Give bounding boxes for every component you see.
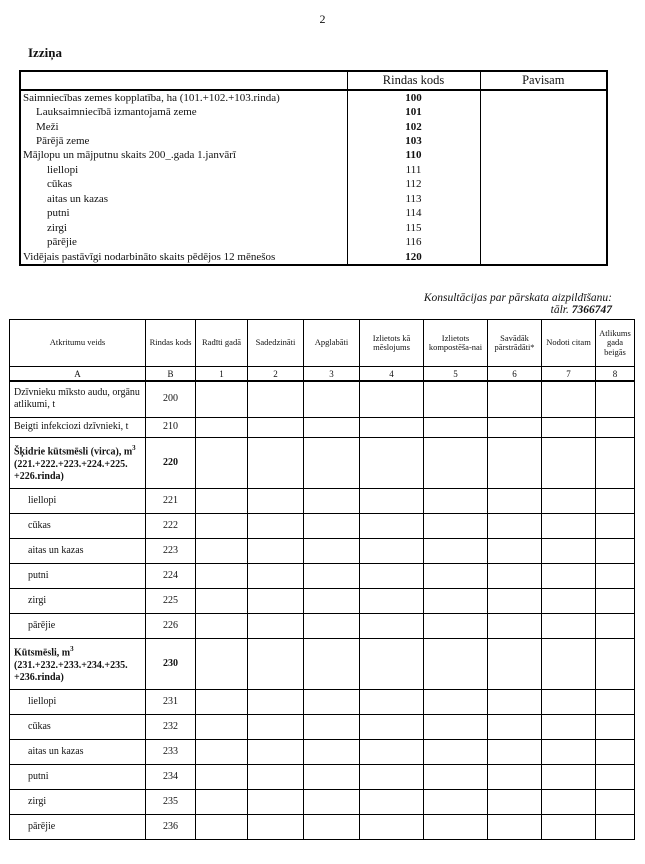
waste-row xyxy=(10,437,635,488)
waste-row-code: 235 xyxy=(146,789,196,814)
waste-value-cell[interactable] xyxy=(596,764,635,789)
waste-row-label: putni xyxy=(10,563,146,588)
summary-header-code: Rindas kods xyxy=(347,71,480,90)
waste-value-cell[interactable] xyxy=(248,513,304,538)
summary-row-label: Lauksaimniecībā izmantojamā zeme xyxy=(20,105,347,119)
waste-column-letter: A xyxy=(10,367,146,382)
waste-value-cell[interactable] xyxy=(360,417,424,437)
waste-value-cell[interactable] xyxy=(596,638,635,689)
waste-value-cell[interactable] xyxy=(424,381,488,417)
waste-value-cell[interactable] xyxy=(360,789,424,814)
summary-row-total-cell[interactable] xyxy=(480,90,607,105)
waste-value-cell[interactable] xyxy=(596,488,635,513)
waste-value-cell[interactable] xyxy=(196,638,248,689)
waste-value-cell[interactable] xyxy=(248,764,304,789)
waste-value-cell[interactable] xyxy=(542,739,596,764)
waste-value-cell[interactable] xyxy=(424,588,488,613)
summary-row xyxy=(20,90,607,105)
waste-row-label: cūkas xyxy=(10,513,146,538)
waste-value-cell[interactable] xyxy=(596,563,635,588)
waste-header-col-6: Izlietots kompostēša-nai xyxy=(424,320,488,367)
waste-value-cell[interactable] xyxy=(196,789,248,814)
summary-row-code: 102 xyxy=(347,120,480,134)
waste-value-cell[interactable] xyxy=(360,563,424,588)
waste-value-cell[interactable] xyxy=(248,613,304,638)
waste-value-cell[interactable] xyxy=(542,789,596,814)
waste-column-letter: 3 xyxy=(304,367,360,382)
waste-value-cell[interactable] xyxy=(304,739,360,764)
summary-row-code: 110 xyxy=(347,149,480,163)
waste-row xyxy=(10,588,635,613)
waste-value-cell[interactable] xyxy=(542,513,596,538)
waste-header-col-0: Atkritumu veids xyxy=(10,320,146,367)
waste-value-cell[interactable] xyxy=(304,638,360,689)
waste-value-cell[interactable] xyxy=(488,381,542,417)
waste-value-cell[interactable] xyxy=(596,538,635,563)
waste-value-cell[interactable] xyxy=(304,381,360,417)
consultation-note xyxy=(424,292,612,316)
waste-value-cell[interactable] xyxy=(542,638,596,689)
summary-row xyxy=(20,120,607,134)
waste-value-cell[interactable] xyxy=(304,437,360,488)
waste-value-cell[interactable] xyxy=(596,437,635,488)
summary-row-total-cell[interactable] xyxy=(480,235,607,249)
waste-row-label: liellopi xyxy=(10,488,146,513)
waste-value-cell[interactable] xyxy=(542,538,596,563)
waste-row xyxy=(10,764,635,789)
summary-row-code: 120 xyxy=(347,250,480,265)
summary-row xyxy=(20,207,607,221)
summary-row-label: Meži xyxy=(20,120,347,134)
consultation-phone-line xyxy=(424,304,612,316)
waste-header-col-3: Sadedzināti xyxy=(248,320,304,367)
waste-value-cell[interactable] xyxy=(542,814,596,839)
waste-value-cell[interactable] xyxy=(596,381,635,417)
waste-value-cell[interactable] xyxy=(488,638,542,689)
waste-value-cell[interactable] xyxy=(304,689,360,714)
waste-value-cell[interactable] xyxy=(196,613,248,638)
summary-row-total-cell[interactable] xyxy=(480,250,607,265)
waste-header-col-9: Atlikums gada beigās xyxy=(596,320,635,367)
waste-header-col-7: Savādāk pārstrādāti* xyxy=(488,320,542,367)
waste-value-cell[interactable] xyxy=(360,814,424,839)
waste-value-cell[interactable] xyxy=(360,764,424,789)
waste-column-letter: 6 xyxy=(488,367,542,382)
waste-header-col-5: Izlietots kā mēslojums xyxy=(360,320,424,367)
summary-header-row xyxy=(20,71,607,90)
summary-row-label: Pārējā zeme xyxy=(20,134,347,148)
summary-row xyxy=(20,235,607,249)
summary-row-code: 101 xyxy=(347,105,480,119)
summary-row-code: 112 xyxy=(347,178,480,192)
summary-row-label: zirgi xyxy=(20,221,347,235)
waste-value-cell[interactable] xyxy=(596,513,635,538)
waste-value-cell[interactable] xyxy=(488,563,542,588)
waste-row xyxy=(10,613,635,638)
summary-row xyxy=(20,192,607,206)
waste-row-label: zirgi xyxy=(10,789,146,814)
waste-row xyxy=(10,789,635,814)
waste-value-cell[interactable] xyxy=(542,714,596,739)
waste-value-cell[interactable] xyxy=(542,417,596,437)
waste-value-cell[interactable] xyxy=(196,437,248,488)
waste-column-letter: 4 xyxy=(360,367,424,382)
waste-value-cell[interactable] xyxy=(596,588,635,613)
waste-value-cell[interactable] xyxy=(424,538,488,563)
waste-value-cell[interactable] xyxy=(488,789,542,814)
waste-value-cell[interactable] xyxy=(424,789,488,814)
waste-row xyxy=(10,814,635,839)
waste-value-cell[interactable] xyxy=(304,714,360,739)
waste-column-letters-row xyxy=(10,367,635,382)
waste-column-letter: 2 xyxy=(248,367,304,382)
waste-row-label: putni xyxy=(10,764,146,789)
waste-row xyxy=(10,488,635,513)
summary-row xyxy=(20,221,607,235)
waste-header-col-4: Apglabāti xyxy=(304,320,360,367)
waste-value-cell[interactable] xyxy=(542,381,596,417)
waste-value-cell[interactable] xyxy=(596,714,635,739)
waste-value-cell[interactable] xyxy=(596,789,635,814)
waste-row-code: 231 xyxy=(146,689,196,714)
waste-row-code: 236 xyxy=(146,814,196,839)
waste-value-cell[interactable] xyxy=(488,814,542,839)
waste-value-cell[interactable] xyxy=(488,437,542,488)
waste-value-cell[interactable] xyxy=(360,488,424,513)
summary-row xyxy=(20,149,607,163)
consultation-text: Konsultācijas par pārskata aizpildīšanu: xyxy=(423,292,612,304)
summary-row-code: 100 xyxy=(347,90,480,105)
waste-row xyxy=(10,714,635,739)
waste-row-label: Beigti infekciozi dzīvnieki, t xyxy=(10,417,146,437)
waste-row-code: 230 xyxy=(146,638,196,689)
waste-value-cell[interactable] xyxy=(196,513,248,538)
waste-value-cell[interactable] xyxy=(304,417,360,437)
waste-value-cell[interactable] xyxy=(248,689,304,714)
waste-value-cell[interactable] xyxy=(488,588,542,613)
phone-number: 7366747 xyxy=(571,304,612,316)
waste-row-label-unit-sup: 3 xyxy=(132,444,136,453)
waste-value-cell[interactable] xyxy=(360,538,424,563)
waste-value-cell[interactable] xyxy=(424,563,488,588)
waste-value-cell[interactable] xyxy=(424,638,488,689)
summary-row-code: 103 xyxy=(347,134,480,148)
waste-value-cell[interactable] xyxy=(424,714,488,739)
waste-value-cell[interactable] xyxy=(196,488,248,513)
waste-row-code: 234 xyxy=(146,764,196,789)
waste-row-code: 222 xyxy=(146,513,196,538)
summary-row-label: Saimniecības zemes kopplatība, ha (101.+102.+103.rinda) xyxy=(20,90,347,105)
waste-value-cell[interactable] xyxy=(304,488,360,513)
waste-row-label xyxy=(10,437,146,488)
waste-row xyxy=(10,563,635,588)
waste-value-cell[interactable] xyxy=(596,739,635,764)
waste-value-cell[interactable] xyxy=(196,764,248,789)
waste-row-code: 226 xyxy=(146,613,196,638)
waste-value-cell[interactable] xyxy=(196,588,248,613)
summary-row-code: 113 xyxy=(347,192,480,206)
waste-value-cell[interactable] xyxy=(542,563,596,588)
waste-row-label-unit-sup: 3 xyxy=(70,645,74,654)
waste-row-code: 233 xyxy=(146,739,196,764)
waste-value-cell[interactable] xyxy=(360,714,424,739)
waste-value-cell[interactable] xyxy=(488,689,542,714)
waste-value-cell[interactable] xyxy=(360,381,424,417)
waste-value-cell[interactable] xyxy=(424,417,488,437)
waste-table xyxy=(9,319,635,840)
waste-value-cell[interactable] xyxy=(196,563,248,588)
waste-header-col-1: Rindas kods xyxy=(146,320,196,367)
waste-value-cell[interactable] xyxy=(196,739,248,764)
waste-value-cell[interactable] xyxy=(196,538,248,563)
waste-row-label-formula: (221.+222.+223.+224.+225. +226.rinda) xyxy=(14,458,128,482)
waste-value-cell[interactable] xyxy=(360,689,424,714)
waste-value-cell[interactable] xyxy=(196,381,248,417)
summary-row-total-cell[interactable] xyxy=(480,163,607,177)
waste-value-cell[interactable] xyxy=(360,513,424,538)
waste-value-cell[interactable] xyxy=(360,739,424,764)
waste-value-cell[interactable] xyxy=(248,814,304,839)
waste-value-cell[interactable] xyxy=(196,689,248,714)
waste-value-cell[interactable] xyxy=(596,613,635,638)
summary-row-code: 114 xyxy=(347,207,480,221)
waste-value-cell[interactable] xyxy=(304,563,360,588)
waste-value-cell[interactable] xyxy=(542,437,596,488)
waste-row-code: 220 xyxy=(146,437,196,488)
waste-row-label: aitas un kazas xyxy=(10,538,146,563)
waste-value-cell[interactable] xyxy=(360,588,424,613)
waste-value-cell[interactable] xyxy=(360,613,424,638)
waste-value-cell[interactable] xyxy=(304,789,360,814)
waste-header-col-2: Radīti gadā xyxy=(196,320,248,367)
waste-column-letter: 1 xyxy=(196,367,248,382)
waste-value-cell[interactable] xyxy=(488,764,542,789)
waste-row-code: 210 xyxy=(146,417,196,437)
summary-row-label: pārējie xyxy=(20,235,347,249)
summary-row-total-cell[interactable] xyxy=(480,192,607,206)
waste-row-label: liellopi xyxy=(10,689,146,714)
waste-value-cell[interactable] xyxy=(424,689,488,714)
waste-row xyxy=(10,689,635,714)
waste-value-cell[interactable] xyxy=(248,563,304,588)
waste-value-cell[interactable] xyxy=(424,814,488,839)
waste-value-cell[interactable] xyxy=(248,588,304,613)
waste-value-cell[interactable] xyxy=(488,714,542,739)
page-title: Izziņa xyxy=(28,45,62,60)
waste-value-cell[interactable] xyxy=(488,417,542,437)
waste-value-cell[interactable] xyxy=(248,381,304,417)
waste-header-row xyxy=(10,320,635,367)
waste-value-cell[interactable] xyxy=(248,789,304,814)
waste-value-cell[interactable] xyxy=(304,613,360,638)
waste-row-label: zirgi xyxy=(10,588,146,613)
waste-value-cell[interactable] xyxy=(596,814,635,839)
waste-row-label-main: Šķidrie kūtsmēsli (virca), m xyxy=(14,446,133,458)
waste-value-cell[interactable] xyxy=(248,538,304,563)
waste-row-code: 225 xyxy=(146,588,196,613)
waste-column-letter: 5 xyxy=(424,367,488,382)
waste-row-code: 224 xyxy=(146,563,196,588)
summary-row-label: putni xyxy=(20,207,347,221)
waste-column-letter: 7 xyxy=(542,367,596,382)
waste-value-cell[interactable] xyxy=(360,638,424,689)
summary-row-label: Mājlopu un mājputnu skaits 200_.gada 1.janvārī xyxy=(20,149,347,163)
waste-value-cell[interactable] xyxy=(304,588,360,613)
waste-row-code: 223 xyxy=(146,538,196,563)
waste-value-cell[interactable] xyxy=(542,488,596,513)
summary-row xyxy=(20,250,607,265)
waste-value-cell[interactable] xyxy=(196,417,248,437)
waste-value-cell[interactable] xyxy=(488,613,542,638)
summary-row-total-cell[interactable] xyxy=(480,149,607,163)
waste-row-code: 232 xyxy=(146,714,196,739)
summary-header-label xyxy=(20,71,347,90)
waste-value-cell[interactable] xyxy=(488,513,542,538)
summary-row-label: liellopi xyxy=(20,163,347,177)
summary-row-total-cell[interactable] xyxy=(480,221,607,235)
page-number: 2 xyxy=(319,12,326,26)
waste-header-col-8: Nodoti citam xyxy=(542,320,596,367)
summary-row-label: aitas un kazas xyxy=(20,192,347,206)
waste-row xyxy=(10,381,635,417)
summary-row-code: 111 xyxy=(347,163,480,177)
summary-table xyxy=(19,70,608,266)
summary-row-code: 116 xyxy=(347,235,480,249)
waste-value-cell[interactable] xyxy=(424,764,488,789)
phone-label: tālr. xyxy=(550,304,569,316)
waste-row-label: pārējie xyxy=(10,814,146,839)
waste-row-label xyxy=(10,638,146,689)
waste-value-cell[interactable] xyxy=(488,488,542,513)
waste-value-cell[interactable] xyxy=(248,488,304,513)
summary-header-total: Pavisam xyxy=(480,71,607,90)
waste-value-cell[interactable] xyxy=(304,764,360,789)
waste-row-label: Dzīvnieku mīksto audu, orgānu atlikumi, t xyxy=(10,381,146,417)
summary-row xyxy=(20,163,607,177)
waste-value-cell[interactable] xyxy=(542,764,596,789)
summary-row xyxy=(20,134,607,148)
waste-value-cell[interactable] xyxy=(248,714,304,739)
summary-row xyxy=(20,178,607,192)
waste-value-cell[interactable] xyxy=(488,739,542,764)
waste-row-code: 200 xyxy=(146,381,196,417)
summary-row-total-cell[interactable] xyxy=(480,134,607,148)
waste-row-label: aitas un kazas xyxy=(10,739,146,764)
summary-row-total-cell[interactable] xyxy=(480,178,607,192)
waste-row-label-main: Kūtsmēsli, m xyxy=(14,647,71,659)
waste-value-cell[interactable] xyxy=(360,437,424,488)
waste-value-cell[interactable] xyxy=(248,638,304,689)
waste-value-cell[interactable] xyxy=(248,437,304,488)
waste-value-cell[interactable] xyxy=(488,538,542,563)
waste-row xyxy=(10,538,635,563)
waste-value-cell[interactable] xyxy=(596,417,635,437)
waste-value-cell[interactable] xyxy=(304,513,360,538)
waste-column-letter: B xyxy=(146,367,196,382)
waste-value-cell[interactable] xyxy=(424,513,488,538)
waste-value-cell[interactable] xyxy=(248,417,304,437)
waste-value-cell[interactable] xyxy=(424,613,488,638)
waste-value-cell[interactable] xyxy=(196,714,248,739)
waste-row-label-formula: (231.+232.+233.+234.+235. +236.rinda) xyxy=(14,659,128,683)
summary-row xyxy=(20,105,607,119)
summary-row-total-cell[interactable] xyxy=(480,120,607,134)
waste-value-cell[interactable] xyxy=(542,689,596,714)
summary-row-code: 115 xyxy=(347,221,480,235)
summary-row-label: Vidējais pastāvīgi nodarbināto skaits pēdējos 12 mēnešos xyxy=(20,250,347,265)
summary-row-total-cell[interactable] xyxy=(480,207,607,221)
waste-row-label: cūkas xyxy=(10,714,146,739)
waste-value-cell[interactable] xyxy=(596,689,635,714)
waste-value-cell[interactable] xyxy=(304,814,360,839)
waste-row xyxy=(10,638,635,689)
waste-value-cell[interactable] xyxy=(424,488,488,513)
waste-value-cell[interactable] xyxy=(248,739,304,764)
waste-column-letter: 8 xyxy=(596,367,635,382)
summary-row-label: cūkas xyxy=(20,178,347,192)
waste-value-cell[interactable] xyxy=(542,613,596,638)
summary-row-total-cell[interactable] xyxy=(480,105,607,119)
waste-value-cell[interactable] xyxy=(424,739,488,764)
waste-value-cell[interactable] xyxy=(542,588,596,613)
waste-row xyxy=(10,739,635,764)
waste-value-cell[interactable] xyxy=(304,538,360,563)
waste-row xyxy=(10,513,635,538)
waste-value-cell[interactable] xyxy=(196,814,248,839)
waste-value-cell[interactable] xyxy=(424,437,488,488)
waste-row-code: 221 xyxy=(146,488,196,513)
waste-row-label: pārējie xyxy=(10,613,146,638)
waste-row xyxy=(10,417,635,437)
